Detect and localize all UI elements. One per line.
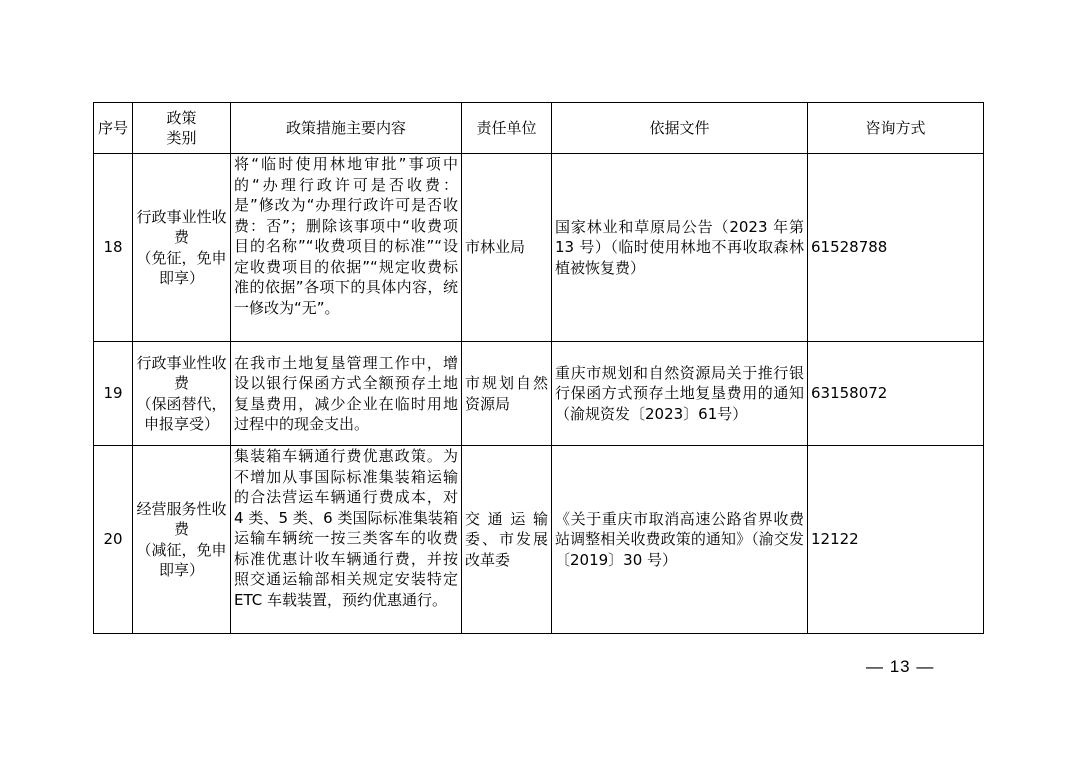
table-row (94, 446, 984, 634)
header-content: 政策措施主要内容 (231, 103, 462, 154)
row-category: 行政事业性收费 （免征，免申即享） (133, 154, 231, 342)
row-category: 经营服务性收费 （减征，免申即享） (133, 446, 231, 634)
row-basis: 《关于重庆市取消高速公路省界收费站调整相关收费政策的通知》（渝交发〔2019〕30 号） (552, 446, 808, 634)
header-unit: 责任单位 (462, 103, 552, 154)
table-row (94, 342, 984, 446)
row-seq: 18 (94, 154, 133, 342)
row-contact: 63158072 (808, 342, 984, 446)
header-basis: 依据文件 (552, 103, 808, 154)
row-content: 集装箱车辆通行费优惠政策。为不增加从事国际标准集装箱运输的合法营运车辆通行费成本，对 4 类、5 类、6 类国际标准集装箱运输车辆统一按三类客车的收费标准优惠计收车辆通行费，并按照交通运输部相关规定安装特定 ETC 车载装置，预约优惠通行。 (231, 446, 462, 634)
header-seq: 序号 (94, 103, 133, 154)
row-unit: 市规划自然资源局 (462, 342, 552, 446)
header-category: 政策 类别 (133, 103, 231, 154)
row-contact: 12122 (808, 446, 984, 634)
header-contact: 咨询方式 (808, 103, 984, 154)
row-content: 将“临时使用林地审批”事项中的“办理行政许可是否收费：是”修改为“办理行政许可是否收费：否”；删除该事项中“收费项目的名称”“收费项目的标准”“设定收费项目的依据”“规定收费标准的依据”各项下的具体内容，统一修改为“无”。 (231, 154, 462, 342)
row-seq: 20 (94, 446, 133, 634)
row-contact: 61528788 (808, 154, 984, 342)
row-category: 行政事业性收费 （保函替代，申报享受） (133, 342, 231, 446)
row-basis: 重庆市规划和自然资源局关于推行银行保函方式预存土地复垦费用的通知（渝规资发〔2023〕61号） (552, 342, 808, 446)
row-unit: 市林业局 (462, 154, 552, 342)
table-header-row (94, 103, 984, 154)
row-content: 在我市土地复垦管理工作中，增设以银行保函方式全额预存土地复垦费用，减少企业在临时用地过程中的现金支出。 (231, 342, 462, 446)
row-seq: 19 (94, 342, 133, 446)
page-number: — 13 — (866, 657, 935, 676)
row-unit: 交通运输委、市发展改革委 (462, 446, 552, 634)
row-basis: 国家林业和草原局公告（2023 年第 13 号）（临时使用林地不再收取森林植被恢复费） (552, 154, 808, 342)
table-row (94, 154, 984, 342)
policy-table (93, 102, 984, 634)
